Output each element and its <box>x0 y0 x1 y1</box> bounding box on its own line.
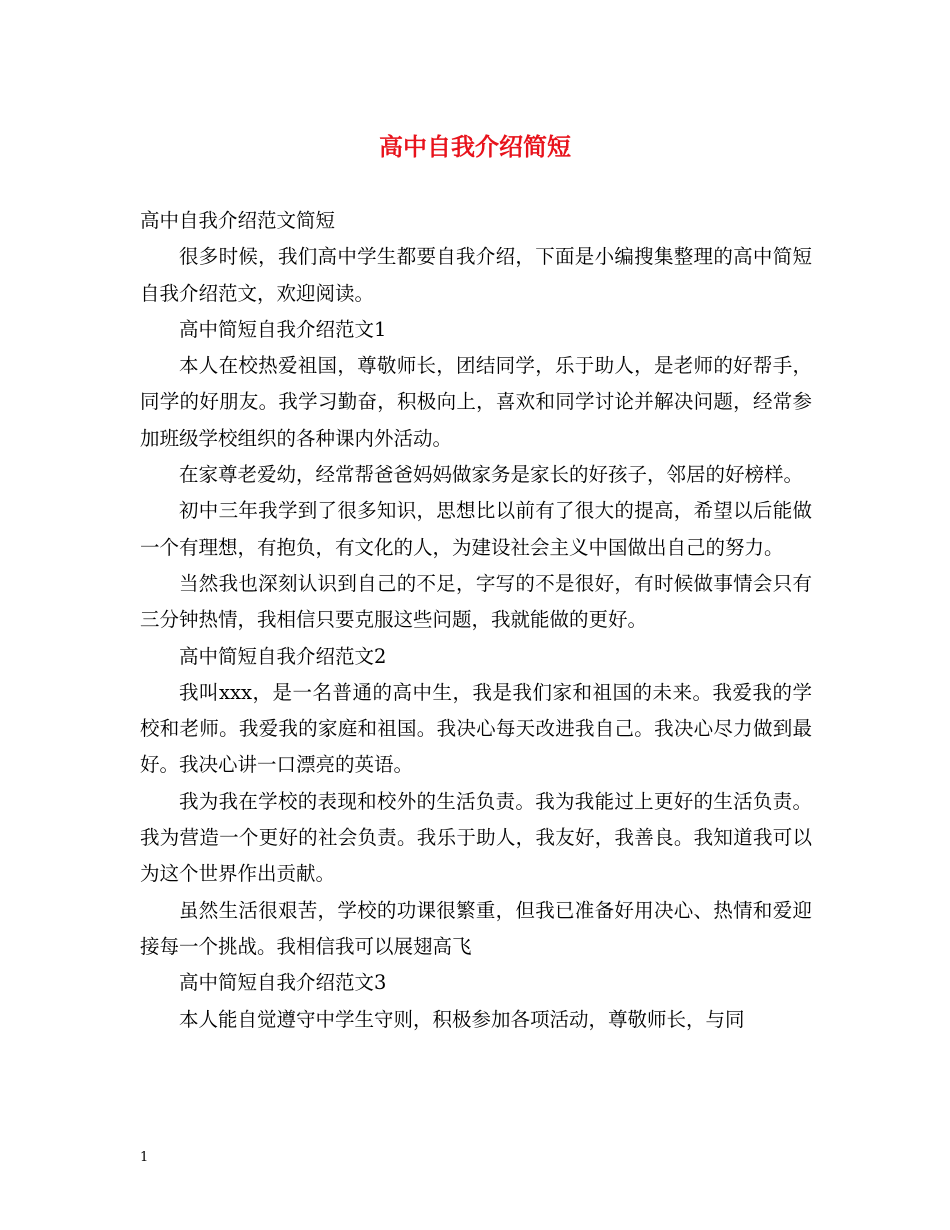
page-number: 1 <box>140 1150 149 1165</box>
body-paragraph: 我叫xxx，是一名普通的高中生，我是我们家和祖国的未来。我爱我的学校和老师。我爱我的家庭和祖国。我决心每天改进我自己。我决心尽力做到最好。我决心讲一口漂亮的英语。 <box>140 680 812 777</box>
body-paragraph: 我为我在学校的表现和校外的生活负责。我为我能过上更好的生活负责。我为营造一个更好的社会负责。我乐于助人，我友好，我善良。我知道我可以为这个世界作出贡献。 <box>140 789 812 886</box>
body-paragraph: 虽然生活很艰苦，学校的功课很繁重，但我已准备好用决心、热情和爱迎接每一个挑战。我相信我可以展翅高飞 <box>140 898 812 958</box>
subtitle-paragraph: 高中自我介绍范文简短 <box>140 209 336 232</box>
body-paragraph: 本人在校热爱祖国，尊敬师长，团结同学，乐于助人，是老师的好帮手，同学的好朋友。我学习勤奋，积极向上，喜欢和同学讨论并解决问题，经常参加班级学校组织的各种课内外活动。 <box>140 354 812 450</box>
body-paragraph: 很多时候，我们高中学生都要自我介绍，下面是小编搜集整理的高中简短自我介绍范文，欢迎阅读。 <box>140 245 812 305</box>
body-paragraph: 在家尊老爱幼，经常帮爸爸妈妈做家务是家长的好孩子，邻居的好榜样。 <box>179 463 804 487</box>
body-paragraph: 当然我也深刻认识到自己的不足，字写的不是很好，有时候做事情会只有三分钟热情，我相信只要克服这些问题，我就能做的更好。 <box>140 571 812 632</box>
document-body <box>140 203 812 1038</box>
body-paragraph: 初中三年我学到了很多知识，思想比以前有了很大的提高，希望以后能做一个有理想，有抱负，有文化的人，为建设社会主义中国做出自己的努力。 <box>140 499 812 559</box>
document-title: 高中自我介绍简短 <box>379 132 571 161</box>
section-heading: 高中简短自我介绍范文3 <box>179 971 387 995</box>
section-heading: 高中简短自我介绍范文1 <box>179 317 387 341</box>
body-paragraph: 本人能自觉遵守中学生守则，积极参加各项活动，尊敬师长，与同 <box>179 1007 745 1031</box>
section-heading: 高中简短自我介绍范文2 <box>179 644 387 668</box>
